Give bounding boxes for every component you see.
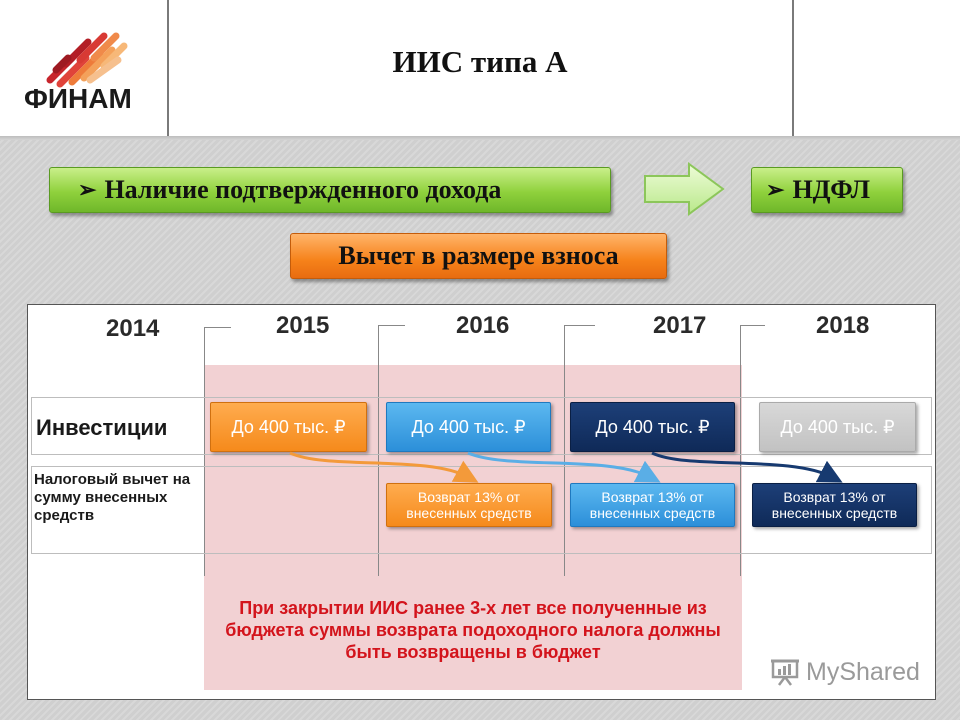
year-label: 2018 [816, 312, 870, 339]
return-box-2016: Возврат 13% от внесенных средств [386, 483, 552, 527]
flow-arrow-2016 [468, 453, 650, 477]
presentation-icon [770, 657, 800, 687]
year-label: 2016 [456, 312, 510, 339]
watermark-text: MyShared [806, 657, 920, 686]
flow-arrow-2015 [290, 453, 468, 477]
deduction-label: Вычет в размере взноса [338, 241, 619, 270]
deduction-pill [290, 233, 667, 279]
income-condition-label: Наличие подтвержденного дохода [104, 175, 502, 204]
flow-arrow-2017 [652, 453, 832, 477]
timeline-panel [27, 304, 936, 700]
return-box-2018: Возврат 13% от внесенных средств [752, 483, 917, 527]
year-label: 2015 [276, 312, 330, 339]
early-closure-notice: При закрытии ИИС ранее 3-х лет все полученные из бюджета суммы возврата подоходного налога должны быть возвращены в бюджет [225, 598, 721, 662]
investment-box-2015: До 400 тыс. ₽ [210, 402, 367, 452]
year-label: 2017 [653, 312, 707, 339]
page-title: ИИС типа А [392, 44, 568, 79]
return-box-2017: Возврат 13% от внесенных средств [570, 483, 735, 527]
year-label: 2014 [106, 315, 160, 342]
investment-box-2016: До 400 тыс. ₽ [386, 402, 551, 452]
income-condition-pill [49, 167, 611, 213]
right-arrow-icon [643, 162, 727, 216]
bullet-arrow-icon: ➢ [766, 177, 785, 202]
investment-box-2018: До 400 тыс. ₽ [759, 402, 916, 452]
investments-row-label: Инвестиции [36, 415, 168, 440]
header-divider [167, 0, 169, 136]
watermark [770, 657, 920, 687]
tax-label: НДФЛ [792, 175, 870, 204]
header [0, 0, 960, 138]
tax-pill [751, 167, 903, 213]
header-divider [792, 0, 794, 136]
investment-box-2017: До 400 тыс. ₽ [570, 402, 735, 452]
bullet-arrow-icon: ➢ [78, 177, 97, 202]
logo-text: ФИНАМ [24, 83, 132, 114]
deduction-row-label: Налоговый вычет на сумму внесенных средств [34, 471, 191, 524]
header-shadow [0, 136, 960, 140]
